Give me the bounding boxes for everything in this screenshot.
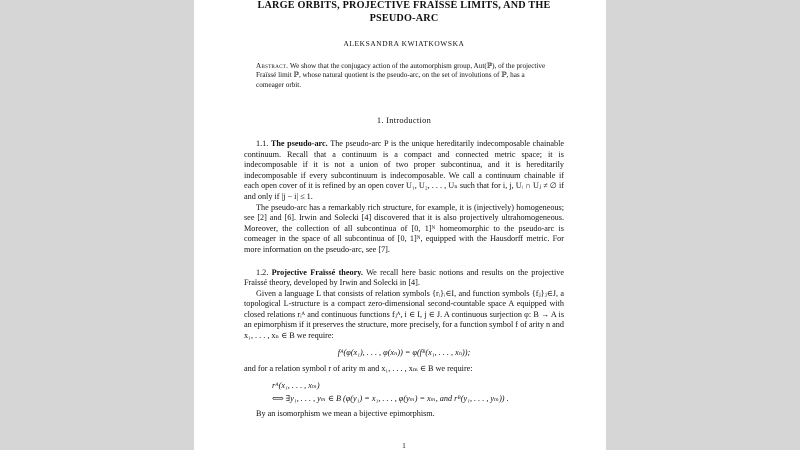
section-heading: 1. Introduction bbox=[376, 116, 432, 126]
title-line-2: PSEUDO-ARC bbox=[369, 12, 439, 24]
author-name: ALEKSANDRA KWIATKOWSKA bbox=[343, 39, 465, 48]
page-content bbox=[244, 0, 564, 419]
subsection-1-title: The pseudo-arc. bbox=[270, 138, 328, 148]
subsection-2-number: 1.2. bbox=[256, 267, 269, 277]
abstract bbox=[256, 62, 552, 91]
subsection-1-paragraph bbox=[244, 139, 564, 203]
paper-page bbox=[194, 0, 606, 450]
equation-relation-line-2: ⟺ ∃y₁, . . . , yₘ ∈ B (φ(y₁) = x₁, . . . , φ(yₘ) = xₘ, and rᴮ(y₁, . . . , yₘ)) . bbox=[272, 393, 509, 403]
title-line-1: LARGE ORBITS, PROJECTIVE FRAÏSSÉ LIMITS, AND THE bbox=[257, 0, 551, 11]
abstract-text: We show that the conjugacy action of the automorphism group, Aut(ℙ), of the projective Fraïssé limit ℙ, whose natural quotient is the pseudo-arc, on the set of involutions of ℙ, has a comeager orbit. bbox=[256, 61, 546, 89]
paragraph-2: The pseudo-arc has a remarkably rich structure, for example, it is (injectively) homogeneous; see [2] and [6]. Irwin and Solecki [4] discovered that it is also projectively ultrahomogeneous. Moreover, the collection of all subcontinua of [0, 1]ᴺ homeomorphic to the pseudo-arc is comeager in the space of all subcontinua of [0, 1]ᴺ, equipped with the Hausdorff metric. For more information on the pseudo-arc, see [7]. bbox=[244, 202, 564, 254]
subsection-2-title: Projective Fraïssé theory. bbox=[271, 267, 363, 277]
paragraph-1: The pseudo-arc P is the unique hereditarily indecomposable chainable continuum. Recall that a continuum is a compact and connected metric space; it is indecomposable if it is not a union of two proper subcontinua, and it is hereditarily indecomposable if every subcontinuum is indecomposable. We call a continuum chainable if each open cover of it is refined by an open cover U₁, U₂, . . . , Uₙ such that for i, j, Uᵢ ∩ Uⱼ ≠ ∅ if and only if |j − i| ≤ 1. bbox=[244, 138, 564, 201]
paragraph-4: Given a language L that consists of relation symbols {rᵢ}ᵢ∈I, and function symbols {fⱼ}ⱼ∈J, a topological L-structure is a compact zero-dimensional second-countable space A equipped with closed relations rᵢᴬ and continuous functions fⱼᴬ, i ∈ I, j ∈ J. A continuous surjection φ: B → A is an epimorphism if it preserves the structure, more precisely, for a function symbol f of arity n and x₁, . . . , xₙ ∈ B we require: bbox=[244, 288, 564, 341]
paragraph-3: We recall here basic notions and results on the projective Fraïssé theory, developed by Irwin and Solecki in [4]. bbox=[244, 267, 565, 288]
paragraph-5: and for a relation symbol r of arity m and x₁, . . . , xₘ ∈ B we require: bbox=[244, 364, 473, 374]
abstract-label: Abstract. bbox=[256, 61, 289, 70]
equation-function-symbol: fᴬ(φ(x₁), . . . , φ(xₙ)) = φ(fᴮ(x₁, . . . , xₙ)); bbox=[337, 347, 471, 357]
subsection-1-number: 1.1. bbox=[256, 138, 269, 148]
subsection-2-paragraph bbox=[244, 268, 564, 289]
paper-title bbox=[244, 0, 564, 25]
page-number: 1 bbox=[402, 441, 406, 450]
equation-relation-symbol bbox=[272, 379, 564, 405]
paragraph-6: By an isomorphism we mean a bijective epimorphism. bbox=[256, 408, 435, 418]
equation-relation-line-1: rᴬ(x₁, . . . , xₘ) bbox=[272, 380, 320, 390]
